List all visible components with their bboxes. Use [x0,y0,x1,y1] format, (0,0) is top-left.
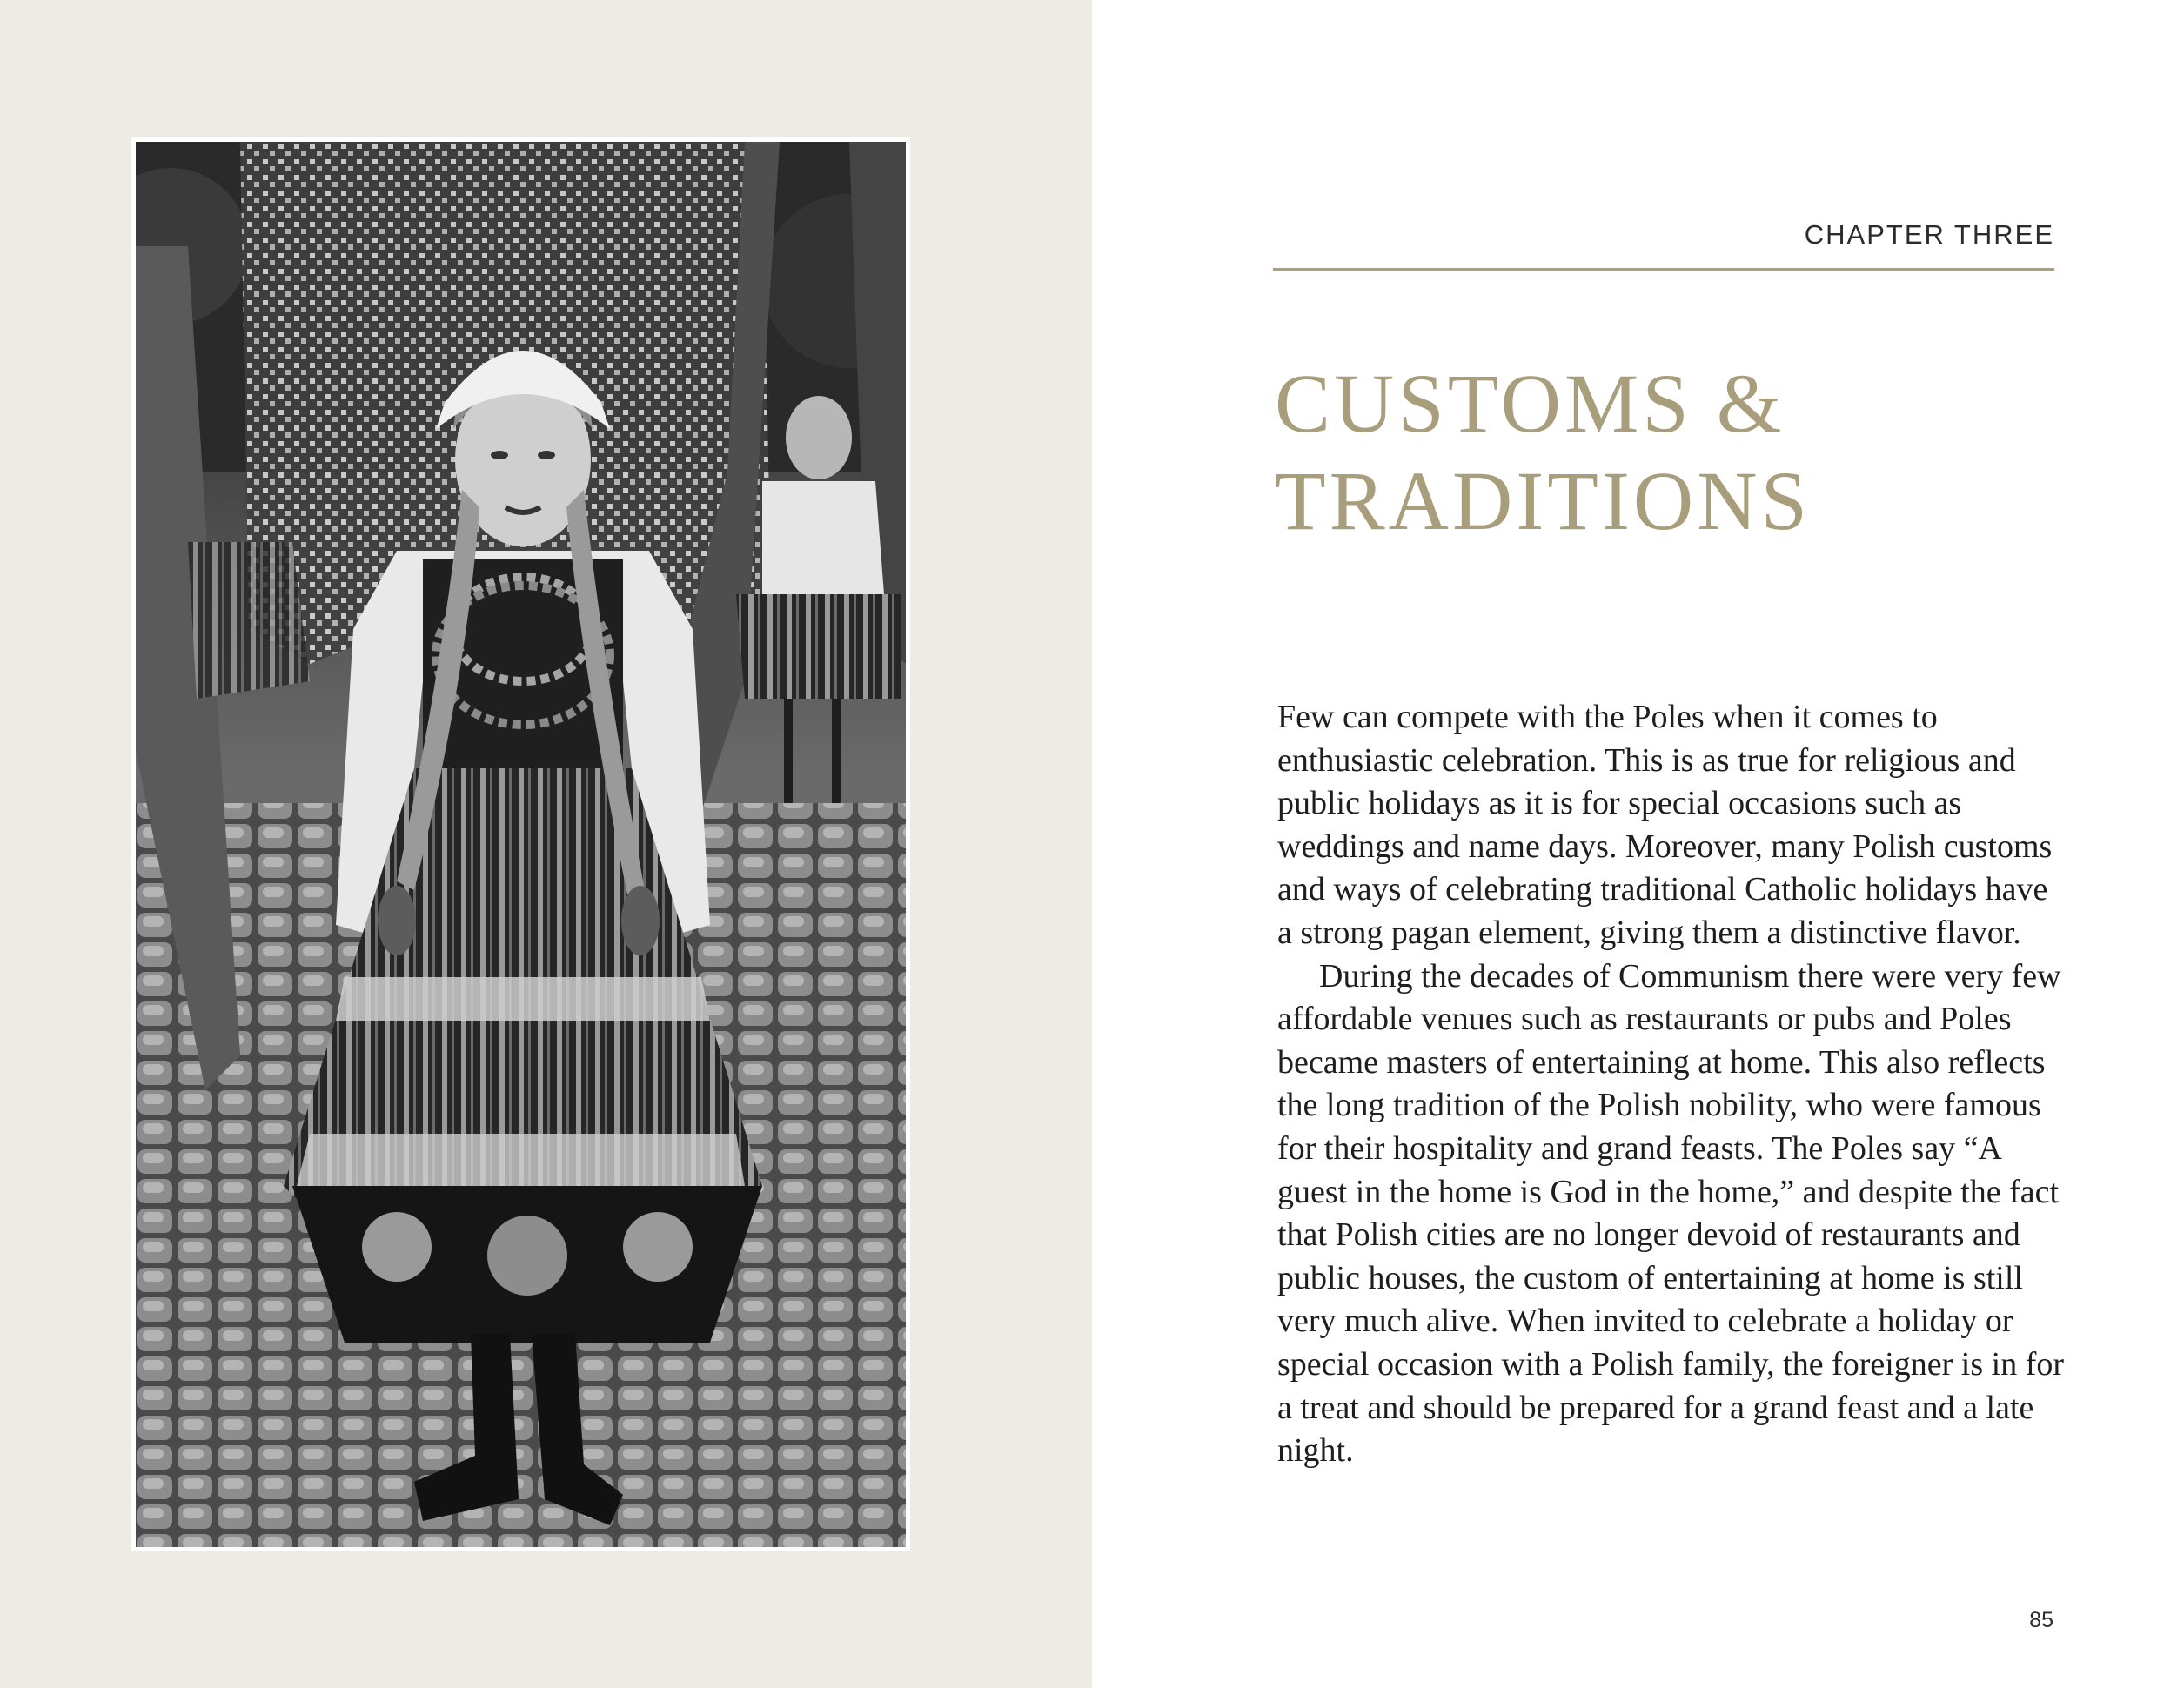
photo-illustration [136,142,906,1547]
chapter-title [1275,355,2058,550]
page-number: 85 [2029,1608,2053,1632]
chapter-label: CHAPTER THREE [1804,219,2054,250]
right-page [1092,0,2184,1688]
photo-frame [131,137,910,1551]
folk-costume-photo [136,142,906,1547]
chapter-rule-divider [1273,268,2054,271]
body-text [1277,696,2065,1473]
paragraph-2: During the decades of Communism there were very few affordable venues such as restaurants or pubs and Poles became masters of entertaining at home. This also reflects the long tradition of the Polish nobility, who were famous for their hospitality and grand feasts. The Poles say “A guest in the home is God in the home,” and despite the fact that Polish cities are no longer devoid of restaurants and public houses, the custom of entertaining at home is still very much alive. When invited to celebrate a holiday or special occasion with a Polish family, the foreigner is in for a treat and should be prepared for a grand feast and a late night. [1277,957,2065,1470]
chapter-title-line-1: CUSTOMS & [1275,357,1785,450]
chapter-title-line-2: TRADITIONS [1275,454,1811,547]
paragraph-1: Few can compete with the Poles when it comes to enthusiastic celebration. This is as true for religious and public holidays as it is for special occasions such as weddings and name days. Moreover, many Polish customs and ways of celebrating traditional Catholic holidays have a strong pagan element, giving them a distinctive flavor. [1277,699,2053,951]
